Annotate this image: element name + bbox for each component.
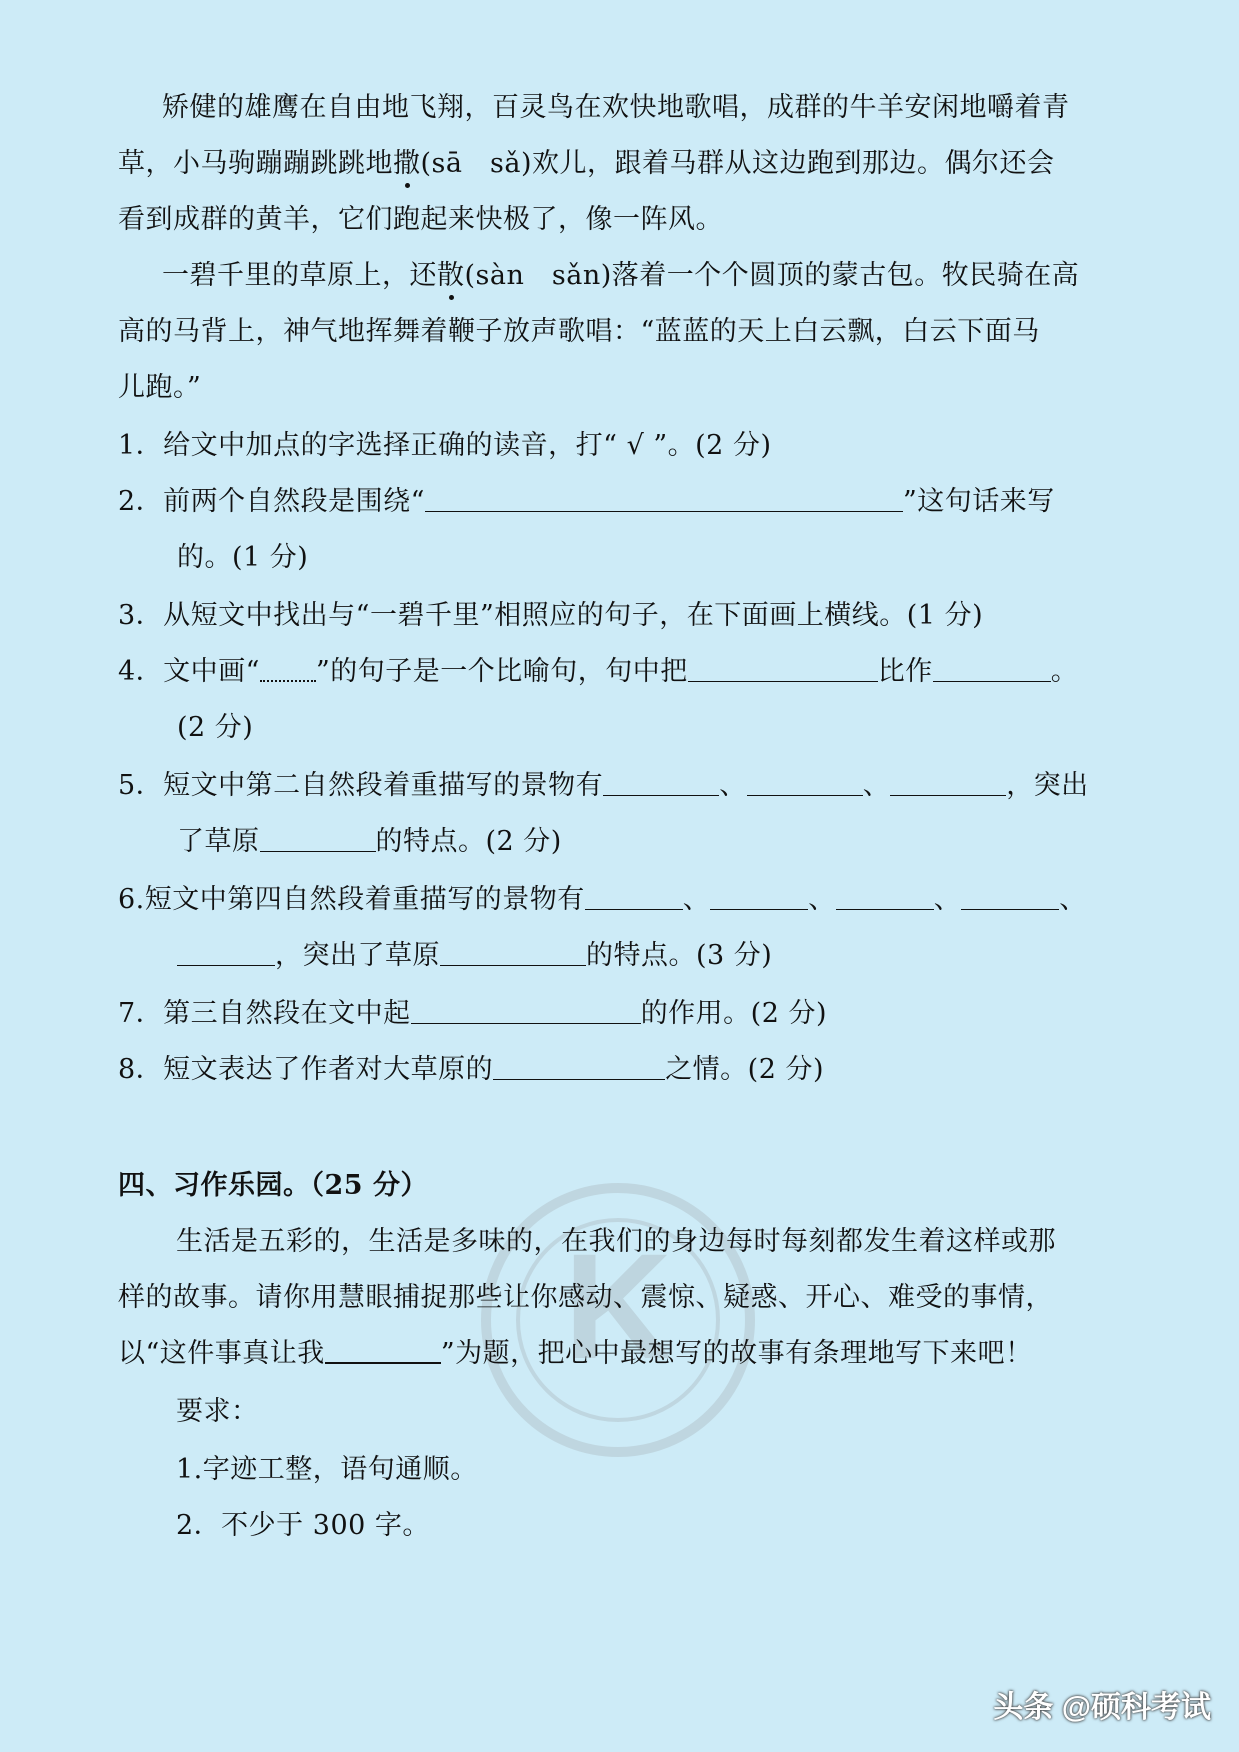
answer-blank[interactable] xyxy=(836,881,934,910)
essay-prompt-line xyxy=(118,1334,1033,1374)
question-4-cont: (2 分) xyxy=(177,712,254,743)
question-text: ”的句子是一个比喻句，句中把 xyxy=(315,656,688,687)
question-text: ”为题，把心中最想写的故事有条理地写下来吧！ xyxy=(440,1338,1033,1369)
question-4 xyxy=(118,652,1078,692)
question-text: 7．第三自然段在文中起 xyxy=(118,998,411,1029)
passage-text: (sàn sǎn)落着一个个圆顶的蒙古包。牧民骑在高 xyxy=(464,260,1080,291)
passage-text: 一碧千里的草原上，还 xyxy=(162,260,437,291)
answer-blank[interactable] xyxy=(440,937,586,966)
answer-blank[interactable] xyxy=(585,881,683,910)
answer-blank[interactable] xyxy=(260,823,376,852)
question-text: 6.短文中第四自然段着重描写的景物有 xyxy=(118,884,585,915)
question-3: 3．从短文中找出与“一碧千里”相照应的句子，在下面画上横线。(1 分) xyxy=(118,600,984,631)
question-6 xyxy=(118,880,1087,920)
essay-prompt-line: 样的故事。请你用慧眼捕捉那些让你感动、震惊、疑惑、开心、难受的事情， xyxy=(118,1282,1053,1313)
title-blank[interactable] xyxy=(325,1334,441,1364)
question-text: 5．短文中第二自然段着重描写的景物有 xyxy=(118,770,604,801)
requirement-1: 1.字迹工整，语句通顺。 xyxy=(176,1454,478,1485)
passage-text: (sā sǎ)欢儿，跟着马群从这边跑到那边。偶尔还会 xyxy=(420,148,1055,179)
passage-line: 高的马背上，神气地挥舞着鞭子放声歌唱：“蓝蓝的天上白云飘，白云下面马 xyxy=(118,316,1040,347)
answer-blank[interactable] xyxy=(890,767,1006,796)
question-2-cont: 的。(1 分) xyxy=(177,542,309,573)
question-5 xyxy=(118,766,1089,806)
passage-line: 看到成群的黄羊，它们跑起来快极了，像一阵风。 xyxy=(118,204,723,235)
question-2 xyxy=(118,482,1055,522)
svg-text:K: K xyxy=(563,1222,673,1390)
answer-blank[interactable] xyxy=(411,995,641,1024)
question-6-cont xyxy=(177,936,772,976)
question-text: ，突出了草原 xyxy=(275,940,440,971)
question-8 xyxy=(118,1050,824,1090)
question-7 xyxy=(118,994,827,1034)
separator: 、 xyxy=(862,770,891,801)
separator: 、 xyxy=(682,884,711,915)
separator: 、 xyxy=(1059,884,1087,915)
question-text: 比作 xyxy=(877,656,933,687)
dotted-character: 散 xyxy=(437,256,465,296)
answer-blank[interactable] xyxy=(747,767,863,796)
separator: 、 xyxy=(933,884,962,915)
footer-credit: 头条 @硕科考试 xyxy=(993,1691,1211,1724)
answer-blank[interactable] xyxy=(961,881,1059,910)
answer-blank[interactable] xyxy=(710,881,808,910)
separator: 、 xyxy=(808,884,836,915)
question-text: 4．文中画“ xyxy=(118,656,260,687)
requirement-2: 2．不少于 300 字。 xyxy=(176,1510,430,1541)
question-text: 以“这件事真让我 xyxy=(118,1338,325,1369)
question-text: 8．短文表达了作者对大草原的 xyxy=(118,1054,494,1085)
answer-blank[interactable] xyxy=(425,483,903,512)
wavy-underline-sample xyxy=(260,652,316,682)
passage-line xyxy=(118,144,1054,184)
question-5-cont xyxy=(177,822,562,862)
passage-text: 草，小马驹蹦蹦跳跳地 xyxy=(118,148,393,179)
question-1: 1．给文中加点的字选择正确的读音，打“ √ ”。(2 分) xyxy=(118,430,772,461)
question-text: 2．前两个自然段是围绕“ xyxy=(118,486,425,517)
essay-prompt-line: 生活是五彩的，生活是多味的，在我们的身边每时每刻都发生着这样或那 xyxy=(176,1226,1056,1257)
question-text: 之情。(2 分) xyxy=(665,1054,825,1085)
question-text: 了草原 xyxy=(177,826,260,857)
requirements-title: 要求： xyxy=(176,1396,259,1427)
question-text: 的作用。(2 分) xyxy=(640,998,828,1029)
answer-blank[interactable] xyxy=(177,937,275,966)
section-heading: 四、习作乐园。（25 分） xyxy=(118,1170,428,1201)
answer-blank[interactable] xyxy=(933,653,1051,682)
answer-blank[interactable] xyxy=(688,653,878,682)
passage-line: 矫健的雄鹰在自由地飞翔，百灵鸟在欢快地歌唱，成群的牛羊安闲地嚼着青 xyxy=(162,92,1070,123)
question-text: ”这句话来写 xyxy=(902,486,1055,517)
question-text: 的特点。(3 分) xyxy=(586,940,773,971)
question-text: ，突出 xyxy=(1006,770,1089,801)
passage-line: 儿跑。” xyxy=(118,372,202,403)
question-text: 的特点。(2 分) xyxy=(375,826,562,857)
dotted-character: 撒 xyxy=(393,144,421,184)
question-text: 。 xyxy=(1050,656,1079,687)
answer-blank[interactable] xyxy=(603,767,719,796)
separator: 、 xyxy=(719,770,747,801)
answer-blank[interactable] xyxy=(493,1051,665,1080)
passage-line xyxy=(162,256,1079,296)
